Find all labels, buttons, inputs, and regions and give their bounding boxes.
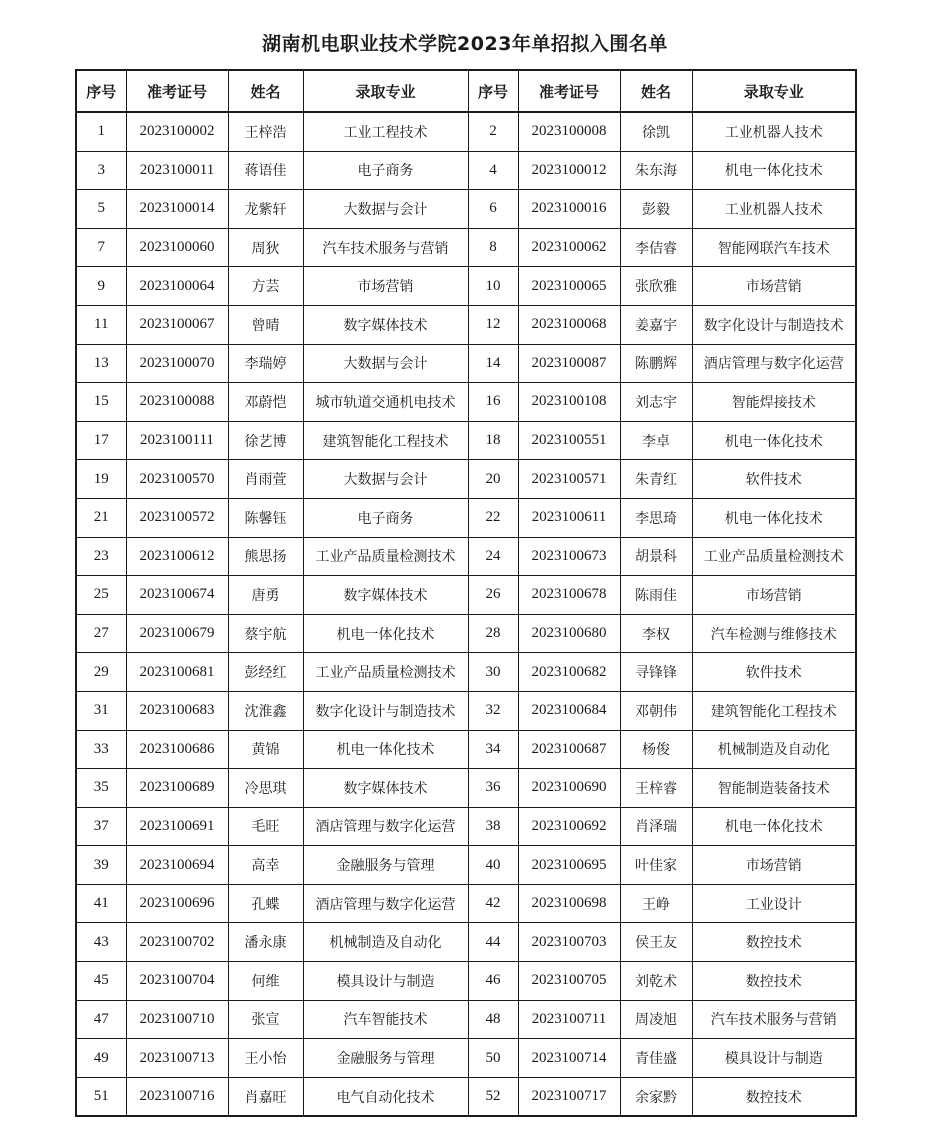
exam-id-cell: 2023100673 bbox=[518, 537, 620, 576]
name-cell: 蒋语佳 bbox=[228, 151, 303, 190]
major-cell: 建筑智能化工程技术 bbox=[303, 421, 468, 460]
name-cell: 王小怡 bbox=[228, 1039, 303, 1078]
table-row bbox=[76, 807, 856, 846]
name-cell: 孔蝶 bbox=[228, 884, 303, 923]
seq-cell: 18 bbox=[468, 421, 518, 460]
seq-cell: 24 bbox=[468, 537, 518, 576]
seq-cell: 6 bbox=[468, 190, 518, 229]
table-header-row bbox=[76, 70, 856, 112]
major-cell: 数控技术 bbox=[692, 962, 856, 1001]
exam-id-cell: 2023100108 bbox=[518, 383, 620, 422]
name-cell: 唐勇 bbox=[228, 576, 303, 615]
exam-id-cell: 2023100713 bbox=[126, 1039, 228, 1078]
name-cell: 肖嘉旺 bbox=[228, 1077, 303, 1116]
name-cell: 邓蔚恺 bbox=[228, 383, 303, 422]
name-cell: 肖雨萱 bbox=[228, 460, 303, 499]
name-cell: 肖泽瑞 bbox=[620, 807, 692, 846]
major-cell: 数字媒体技术 bbox=[303, 769, 468, 808]
table-row bbox=[76, 383, 856, 422]
exam-id-cell: 2023100570 bbox=[126, 460, 228, 499]
table-row bbox=[76, 653, 856, 692]
exam-id-cell: 2023100011 bbox=[126, 151, 228, 190]
seq-cell: 8 bbox=[468, 228, 518, 267]
seq-cell: 10 bbox=[468, 267, 518, 306]
major-cell: 市场营销 bbox=[692, 576, 856, 615]
major-cell: 工业机器人技术 bbox=[692, 190, 856, 229]
exam-id-cell: 2023100690 bbox=[518, 769, 620, 808]
name-cell: 杨俊 bbox=[620, 730, 692, 769]
major-cell: 大数据与会计 bbox=[303, 190, 468, 229]
exam-id-cell: 2023100068 bbox=[518, 305, 620, 344]
major-cell: 汽车智能技术 bbox=[303, 1000, 468, 1039]
seq-cell: 16 bbox=[468, 383, 518, 422]
major-cell: 模具设计与制造 bbox=[692, 1039, 856, 1078]
seq-cell: 12 bbox=[468, 305, 518, 344]
seq-cell: 23 bbox=[76, 537, 126, 576]
name-cell: 陈鹏辉 bbox=[620, 344, 692, 383]
seq-cell: 27 bbox=[76, 614, 126, 653]
header-seq: 序号 bbox=[76, 70, 126, 112]
table-row bbox=[76, 962, 856, 1001]
major-cell: 大数据与会计 bbox=[303, 460, 468, 499]
table-row bbox=[76, 1039, 856, 1078]
name-cell: 李瑞婷 bbox=[228, 344, 303, 383]
major-cell: 电气自动化技术 bbox=[303, 1077, 468, 1116]
exam-id-cell: 2023100680 bbox=[518, 614, 620, 653]
table-row bbox=[76, 691, 856, 730]
seq-cell: 37 bbox=[76, 807, 126, 846]
exam-id-cell: 2023100705 bbox=[518, 962, 620, 1001]
table-row bbox=[76, 344, 856, 383]
seq-cell: 17 bbox=[76, 421, 126, 460]
table-row bbox=[76, 460, 856, 499]
table-row bbox=[76, 267, 856, 306]
table-row bbox=[76, 884, 856, 923]
major-cell: 机电一体化技术 bbox=[303, 614, 468, 653]
major-cell: 软件技术 bbox=[692, 653, 856, 692]
seq-cell: 46 bbox=[468, 962, 518, 1001]
name-cell: 熊思扬 bbox=[228, 537, 303, 576]
major-cell: 机电一体化技术 bbox=[692, 498, 856, 537]
major-cell: 机电一体化技术 bbox=[692, 151, 856, 190]
exam-id-cell: 2023100702 bbox=[126, 923, 228, 962]
major-cell: 汽车技术服务与营销 bbox=[303, 228, 468, 267]
seq-cell: 31 bbox=[76, 691, 126, 730]
name-cell: 龙紫轩 bbox=[228, 190, 303, 229]
exam-id-cell: 2023100002 bbox=[126, 112, 228, 151]
seq-cell: 14 bbox=[468, 344, 518, 383]
seq-cell: 28 bbox=[468, 614, 518, 653]
table-body bbox=[76, 112, 856, 1116]
major-cell: 金融服务与管理 bbox=[303, 846, 468, 885]
exam-id-cell: 2023100065 bbox=[518, 267, 620, 306]
table-row bbox=[76, 614, 856, 653]
seq-cell: 47 bbox=[76, 1000, 126, 1039]
major-cell: 模具设计与制造 bbox=[303, 962, 468, 1001]
seq-cell: 29 bbox=[76, 653, 126, 692]
exam-id-cell: 2023100694 bbox=[126, 846, 228, 885]
exam-id-cell: 2023100682 bbox=[518, 653, 620, 692]
major-cell: 电子商务 bbox=[303, 151, 468, 190]
exam-id-cell: 2023100070 bbox=[126, 344, 228, 383]
exam-id-cell: 2023100111 bbox=[126, 421, 228, 460]
major-cell: 智能制造装备技术 bbox=[692, 769, 856, 808]
major-cell: 工业工程技术 bbox=[303, 112, 468, 151]
major-cell: 市场营销 bbox=[303, 267, 468, 306]
table-row bbox=[76, 769, 856, 808]
seq-cell: 43 bbox=[76, 923, 126, 962]
major-cell: 数字化设计与制造技术 bbox=[303, 691, 468, 730]
name-cell: 周凌旭 bbox=[620, 1000, 692, 1039]
seq-cell: 44 bbox=[468, 923, 518, 962]
major-cell: 工业机器人技术 bbox=[692, 112, 856, 151]
name-cell: 何维 bbox=[228, 962, 303, 1001]
major-cell: 机械制造及自动化 bbox=[692, 730, 856, 769]
seq-cell: 15 bbox=[76, 383, 126, 422]
seq-cell: 9 bbox=[76, 267, 126, 306]
header-seq: 序号 bbox=[468, 70, 518, 112]
seq-cell: 13 bbox=[76, 344, 126, 383]
table-row bbox=[76, 112, 856, 151]
name-cell: 胡景科 bbox=[620, 537, 692, 576]
major-cell: 数控技术 bbox=[692, 1077, 856, 1116]
name-cell: 王梓浩 bbox=[228, 112, 303, 151]
exam-id-cell: 2023100571 bbox=[518, 460, 620, 499]
seq-cell: 33 bbox=[76, 730, 126, 769]
table-row bbox=[76, 537, 856, 576]
name-cell: 张欣雅 bbox=[620, 267, 692, 306]
name-cell: 侯王友 bbox=[620, 923, 692, 962]
exam-id-cell: 2023100714 bbox=[518, 1039, 620, 1078]
exam-id-cell: 2023100686 bbox=[126, 730, 228, 769]
major-cell: 机电一体化技术 bbox=[692, 421, 856, 460]
exam-id-cell: 2023100064 bbox=[126, 267, 228, 306]
seq-cell: 41 bbox=[76, 884, 126, 923]
exam-id-cell: 2023100692 bbox=[518, 807, 620, 846]
exam-id-cell: 2023100703 bbox=[518, 923, 620, 962]
major-cell: 软件技术 bbox=[692, 460, 856, 499]
name-cell: 刘乾术 bbox=[620, 962, 692, 1001]
exam-id-cell: 2023100684 bbox=[518, 691, 620, 730]
name-cell: 李思琦 bbox=[620, 498, 692, 537]
major-cell: 市场营销 bbox=[692, 846, 856, 885]
name-cell: 毛旺 bbox=[228, 807, 303, 846]
seq-cell: 3 bbox=[76, 151, 126, 190]
exam-id-cell: 2023100691 bbox=[126, 807, 228, 846]
major-cell: 大数据与会计 bbox=[303, 344, 468, 383]
major-cell: 汽车检测与维修技术 bbox=[692, 614, 856, 653]
header-exam-id: 准考证号 bbox=[126, 70, 228, 112]
major-cell: 工业产品质量检测技术 bbox=[692, 537, 856, 576]
seq-cell: 22 bbox=[468, 498, 518, 537]
name-cell: 潘永康 bbox=[228, 923, 303, 962]
exam-id-cell: 2023100716 bbox=[126, 1077, 228, 1116]
table-row bbox=[76, 1077, 856, 1116]
exam-id-cell: 2023100060 bbox=[126, 228, 228, 267]
exam-id-cell: 2023100679 bbox=[126, 614, 228, 653]
exam-id-cell: 2023100572 bbox=[126, 498, 228, 537]
table-row bbox=[76, 1000, 856, 1039]
seq-cell: 45 bbox=[76, 962, 126, 1001]
exam-id-cell: 2023100008 bbox=[518, 112, 620, 151]
exam-id-cell: 2023100704 bbox=[126, 962, 228, 1001]
seq-cell: 5 bbox=[76, 190, 126, 229]
seq-cell: 52 bbox=[468, 1077, 518, 1116]
exam-id-cell: 2023100689 bbox=[126, 769, 228, 808]
seq-cell: 4 bbox=[468, 151, 518, 190]
major-cell: 数字化设计与制造技术 bbox=[692, 305, 856, 344]
name-cell: 李卓 bbox=[620, 421, 692, 460]
major-cell: 电子商务 bbox=[303, 498, 468, 537]
name-cell: 蔡宇航 bbox=[228, 614, 303, 653]
admission-list-table bbox=[75, 69, 857, 1117]
major-cell: 市场营销 bbox=[692, 267, 856, 306]
exam-id-cell: 2023100683 bbox=[126, 691, 228, 730]
name-cell: 高幸 bbox=[228, 846, 303, 885]
seq-cell: 11 bbox=[76, 305, 126, 344]
seq-cell: 21 bbox=[76, 498, 126, 537]
major-cell: 数控技术 bbox=[692, 923, 856, 962]
name-cell: 方芸 bbox=[228, 267, 303, 306]
name-cell: 邓朝伟 bbox=[620, 691, 692, 730]
table-row bbox=[76, 730, 856, 769]
table-row bbox=[76, 846, 856, 885]
name-cell: 朱东海 bbox=[620, 151, 692, 190]
exam-id-cell: 2023100710 bbox=[126, 1000, 228, 1039]
exam-id-cell: 2023100681 bbox=[126, 653, 228, 692]
major-cell: 城市轨道交通机电技术 bbox=[303, 383, 468, 422]
name-cell: 余家黔 bbox=[620, 1077, 692, 1116]
exam-id-cell: 2023100698 bbox=[518, 884, 620, 923]
exam-id-cell: 2023100695 bbox=[518, 846, 620, 885]
name-cell: 姜嘉宇 bbox=[620, 305, 692, 344]
name-cell: 叶佳家 bbox=[620, 846, 692, 885]
major-cell: 机电一体化技术 bbox=[303, 730, 468, 769]
name-cell: 冷思琪 bbox=[228, 769, 303, 808]
table-row bbox=[76, 305, 856, 344]
name-cell: 陈雨佳 bbox=[620, 576, 692, 615]
document-title: 湖南机电职业技术学院2023年单招拟入围名单 bbox=[262, 33, 668, 55]
seq-cell: 1 bbox=[76, 112, 126, 151]
exam-id-cell: 2023100087 bbox=[518, 344, 620, 383]
seq-cell: 7 bbox=[76, 228, 126, 267]
name-cell: 徐艺博 bbox=[228, 421, 303, 460]
major-cell: 建筑智能化工程技术 bbox=[692, 691, 856, 730]
major-cell: 酒店管理与数字化运营 bbox=[692, 344, 856, 383]
seq-cell: 34 bbox=[468, 730, 518, 769]
seq-cell: 35 bbox=[76, 769, 126, 808]
exam-id-cell: 2023100678 bbox=[518, 576, 620, 615]
exam-id-cell: 2023100067 bbox=[126, 305, 228, 344]
major-cell: 智能网联汽车技术 bbox=[692, 228, 856, 267]
seq-cell: 51 bbox=[76, 1077, 126, 1116]
exam-id-cell: 2023100711 bbox=[518, 1000, 620, 1039]
header-major: 录取专业 bbox=[692, 70, 856, 112]
exam-id-cell: 2023100014 bbox=[126, 190, 228, 229]
seq-cell: 32 bbox=[468, 691, 518, 730]
table-row bbox=[76, 151, 856, 190]
exam-id-cell: 2023100717 bbox=[518, 1077, 620, 1116]
major-cell: 数字媒体技术 bbox=[303, 576, 468, 615]
exam-id-cell: 2023100611 bbox=[518, 498, 620, 537]
header-exam-id: 准考证号 bbox=[518, 70, 620, 112]
seq-cell: 38 bbox=[468, 807, 518, 846]
exam-id-cell: 2023100674 bbox=[126, 576, 228, 615]
name-cell: 徐凯 bbox=[620, 112, 692, 151]
name-cell: 周狄 bbox=[228, 228, 303, 267]
major-cell: 酒店管理与数字化运营 bbox=[303, 884, 468, 923]
seq-cell: 36 bbox=[468, 769, 518, 808]
table-row bbox=[76, 498, 856, 537]
exam-id-cell: 2023100016 bbox=[518, 190, 620, 229]
name-cell: 刘志宇 bbox=[620, 383, 692, 422]
seq-cell: 42 bbox=[468, 884, 518, 923]
name-cell: 王梓睿 bbox=[620, 769, 692, 808]
major-cell: 机械制造及自动化 bbox=[303, 923, 468, 962]
seq-cell: 49 bbox=[76, 1039, 126, 1078]
table-row bbox=[76, 576, 856, 615]
name-cell: 张宣 bbox=[228, 1000, 303, 1039]
name-cell: 彭经红 bbox=[228, 653, 303, 692]
major-cell: 工业设计 bbox=[692, 884, 856, 923]
name-cell: 沈淮鑫 bbox=[228, 691, 303, 730]
name-cell: 李权 bbox=[620, 614, 692, 653]
header-major: 录取专业 bbox=[303, 70, 468, 112]
table-row bbox=[76, 190, 856, 229]
major-cell: 工业产品质量检测技术 bbox=[303, 653, 468, 692]
name-cell: 黄锦 bbox=[228, 730, 303, 769]
name-cell: 朱青红 bbox=[620, 460, 692, 499]
major-cell: 数字媒体技术 bbox=[303, 305, 468, 344]
name-cell: 曾晴 bbox=[228, 305, 303, 344]
seq-cell: 39 bbox=[76, 846, 126, 885]
name-cell: 王峥 bbox=[620, 884, 692, 923]
seq-cell: 48 bbox=[468, 1000, 518, 1039]
exam-id-cell: 2023100551 bbox=[518, 421, 620, 460]
name-cell: 青佳盛 bbox=[620, 1039, 692, 1078]
seq-cell: 26 bbox=[468, 576, 518, 615]
major-cell: 金融服务与管理 bbox=[303, 1039, 468, 1078]
name-cell: 李佶睿 bbox=[620, 228, 692, 267]
seq-cell: 50 bbox=[468, 1039, 518, 1078]
table-row bbox=[76, 923, 856, 962]
table-row bbox=[76, 228, 856, 267]
major-cell: 工业产品质量检测技术 bbox=[303, 537, 468, 576]
seq-cell: 25 bbox=[76, 576, 126, 615]
exam-id-cell: 2023100687 bbox=[518, 730, 620, 769]
major-cell: 机电一体化技术 bbox=[692, 807, 856, 846]
seq-cell: 30 bbox=[468, 653, 518, 692]
table-row bbox=[76, 421, 856, 460]
major-cell: 智能焊接技术 bbox=[692, 383, 856, 422]
name-cell: 彭毅 bbox=[620, 190, 692, 229]
exam-id-cell: 2023100612 bbox=[126, 537, 228, 576]
header-name: 姓名 bbox=[620, 70, 692, 112]
name-cell: 寻锋锋 bbox=[620, 653, 692, 692]
exam-id-cell: 2023100696 bbox=[126, 884, 228, 923]
major-cell: 酒店管理与数字化运营 bbox=[303, 807, 468, 846]
seq-cell: 2 bbox=[468, 112, 518, 151]
seq-cell: 19 bbox=[76, 460, 126, 499]
name-cell: 陈馨钰 bbox=[228, 498, 303, 537]
exam-id-cell: 2023100012 bbox=[518, 151, 620, 190]
exam-id-cell: 2023100088 bbox=[126, 383, 228, 422]
major-cell: 汽车技术服务与营销 bbox=[692, 1000, 856, 1039]
exam-id-cell: 2023100062 bbox=[518, 228, 620, 267]
header-name: 姓名 bbox=[228, 70, 303, 112]
seq-cell: 20 bbox=[468, 460, 518, 499]
seq-cell: 40 bbox=[468, 846, 518, 885]
